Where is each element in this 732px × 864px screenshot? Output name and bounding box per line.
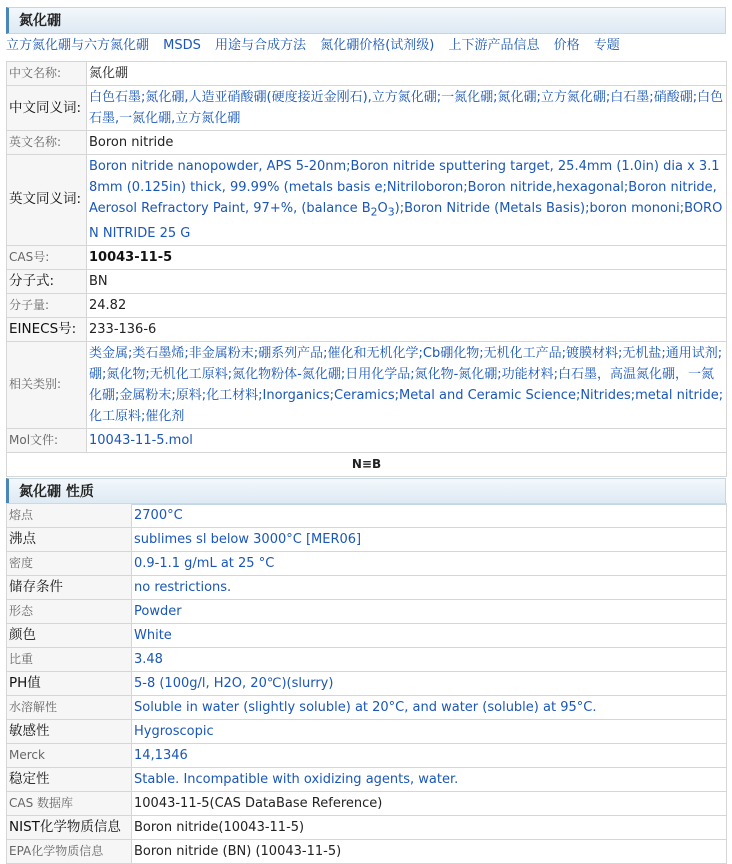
oxygen-symbol: O <box>377 201 388 216</box>
einecs-value: 233-136-6 <box>87 317 727 341</box>
cn-name-value: 氮化硼 <box>87 62 727 86</box>
property-label: 比重 <box>7 648 132 672</box>
section-title-basic <box>6 7 726 34</box>
product-nav <box>6 34 728 56</box>
cn-synonyms-label: 中文同义词: <box>7 86 87 131</box>
table-row <box>7 131 727 155</box>
cn-synonyms-value[interactable]: 白色石墨;氮化硼,人造亚硝酸硼(硬度接近金刚石),立方氮化硼;一氮化硼;氮化硼;立方氮化硼;白石墨;硝酸硼;白色石墨,一氮化硼,立方氮化硼 <box>87 86 727 131</box>
table-row <box>7 720 727 744</box>
property-value[interactable]: 3.48 <box>132 648 727 672</box>
en-synonyms-label: 英文同义词: <box>7 155 87 246</box>
property-label: 敏感性 <box>7 720 132 744</box>
nav-link-msds[interactable]: MSDS <box>163 38 201 53</box>
nav-link-reagent-price[interactable]: 氮化硼价格(试剂级) <box>320 38 435 53</box>
en-name-label: 英文名称: <box>7 131 87 155</box>
property-label: 密度 <box>7 552 132 576</box>
mw-label: 分子量: <box>7 293 87 317</box>
en-synonyms-part2: );Boron Nitride (Metals Basis);boron mononi;BORON NITRIDE 25 G <box>89 201 723 241</box>
table-row <box>7 576 727 600</box>
table-row <box>7 317 727 341</box>
property-value[interactable]: no restrictions. <box>132 576 727 600</box>
property-value: Boron nitride(10043-11-5) <box>132 816 727 840</box>
categories-label: 相关类别: <box>7 341 87 428</box>
en-synonyms-value[interactable] <box>87 155 727 246</box>
mol-label: Mol文件: <box>7 428 87 452</box>
property-label: 形态 <box>7 600 132 624</box>
basic-info-table <box>6 61 727 477</box>
structure-formula: N≡B <box>7 452 727 476</box>
table-row <box>7 504 727 528</box>
en-name-value: Boron nitride <box>87 131 727 155</box>
nav-link-topic[interactable]: 专题 <box>593 38 620 53</box>
property-value[interactable]: Powder <box>132 600 727 624</box>
table-row <box>7 696 727 720</box>
property-value[interactable]: 0.9-1.1 g/mL at 25 °C <box>132 552 727 576</box>
property-label: 稳定性 <box>7 768 132 792</box>
property-label: EPA化学物质信息 <box>7 840 132 864</box>
table-row <box>7 452 727 476</box>
property-label: PH值 <box>7 672 132 696</box>
property-label: 储存条件 <box>7 576 132 600</box>
section-title-text: 氮化硼 <box>19 13 61 29</box>
table-row <box>7 155 727 246</box>
cas-value: 10043-11-5 <box>87 245 727 269</box>
formula-label: 分子式: <box>7 269 87 293</box>
property-value[interactable]: Hygroscopic <box>132 720 727 744</box>
property-value: Boron nitride (BN) (10043-11-5) <box>132 840 727 864</box>
table-row <box>7 528 727 552</box>
property-value[interactable]: Soluble in water (slightly soluble) at 20°C, and water (soluble) at 95°C. <box>132 696 727 720</box>
nav-link-upstream-downstream[interactable]: 上下游产品信息 <box>448 38 540 53</box>
nav-link-uses-synthesis[interactable]: 用途与合成方法 <box>215 38 307 53</box>
table-row <box>7 245 727 269</box>
table-row <box>7 552 727 576</box>
section-title-properties <box>6 478 726 505</box>
table-row <box>7 62 727 86</box>
property-value: 10043-11-5(CAS DataBase Reference) <box>132 792 727 816</box>
mol-file-link[interactable]: 10043-11-5.mol <box>87 428 727 452</box>
subscript-three: 3 <box>387 205 395 219</box>
table-row <box>7 744 727 768</box>
property-value[interactable]: 5-8 (100g/l, H2O, 20℃)(slurry) <box>132 672 727 696</box>
property-label: 熔点 <box>7 504 132 528</box>
property-label: CAS 数据库 <box>7 792 132 816</box>
table-row <box>7 648 727 672</box>
table-row <box>7 624 727 648</box>
property-value[interactable]: Stable. Incompatible with oxidizing agents, water. <box>132 768 727 792</box>
einecs-label: EINECS号: <box>7 317 87 341</box>
property-value[interactable]: sublimes sl below 3000°C [MER06] <box>132 528 727 552</box>
nav-link-cubic-hexagonal[interactable]: 立方氮化硼与六方氮化硼 <box>6 38 150 53</box>
table-row <box>7 816 727 840</box>
properties-table <box>6 503 727 864</box>
property-label: 沸点 <box>7 528 132 552</box>
property-label: NIST化学物质信息 <box>7 816 132 840</box>
table-row <box>7 269 727 293</box>
property-label: 水溶解性 <box>7 696 132 720</box>
en-synonyms-part1: Boron nitride nanopowder, APS 5-20nm;Boron nitride sputtering target, 25.4mm (1.0in) dia x 3.18mm (0.125in) thick, 99.99% (metals basis e;Nitriloboron;Boron nitride,hexagonal;Boron nitride, Aerosol Refractory Paint, 97+%, (balance B <box>89 159 720 216</box>
property-label: 颜色 <box>7 624 132 648</box>
table-row <box>7 341 727 428</box>
table-row <box>7 600 727 624</box>
table-row <box>7 840 727 864</box>
nav-link-price[interactable]: 价格 <box>553 38 580 53</box>
section-title-text: 氮化硼 性质 <box>19 484 94 500</box>
table-row <box>7 672 727 696</box>
categories-value[interactable]: 类金属;类石墨烯;非金属粉末;硼系列产品;催化和无机化学;Cb硼化物;无机化工产品;镀膜材料;无机盐;通用试剂;硼;氮化物;无机化工原料;氮化物粉体-氮化硼;日用化学品;氮化物-氮化硼;功能材料;白石墨，高温氮化硼，一氮化硼;金属粉末;原料;化工材料;Inorganics;Ceramics;Metal and Ceramic Science;Nitrides;metal nitride;化工原料;催化剂 <box>87 341 727 428</box>
property-label: Merck <box>7 744 132 768</box>
table-row <box>7 768 727 792</box>
cn-name-label: 中文名称: <box>7 62 87 86</box>
property-value[interactable]: 14,1346 <box>132 744 727 768</box>
subscript-two: 2 <box>370 205 378 219</box>
table-row <box>7 792 727 816</box>
property-value[interactable]: 2700°C <box>132 504 727 528</box>
formula-value: BN <box>87 269 727 293</box>
table-row <box>7 293 727 317</box>
property-value[interactable]: White <box>132 624 727 648</box>
cas-label: CAS号: <box>7 245 87 269</box>
table-row <box>7 428 727 452</box>
mw-value: 24.82 <box>87 293 727 317</box>
table-row <box>7 86 727 131</box>
